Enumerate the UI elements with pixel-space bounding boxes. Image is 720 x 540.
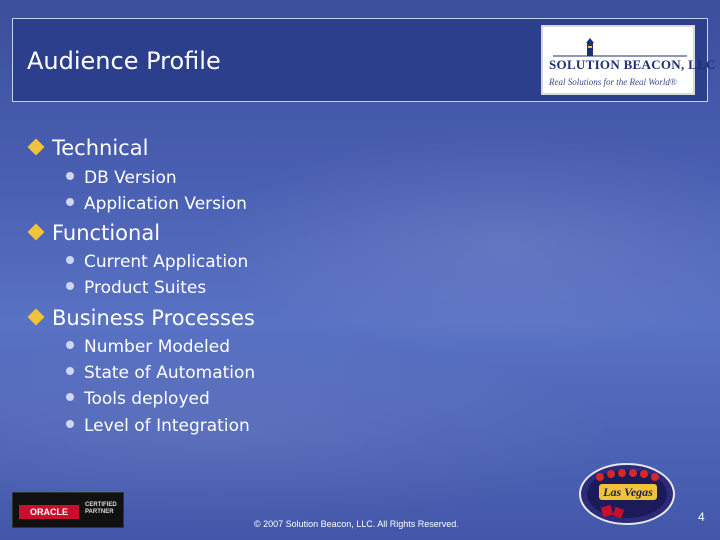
bullet-functional: Functional [30,221,160,245]
vegas-text: Las Vegas [603,485,653,499]
dot-bullet-icon [66,420,74,428]
dot-bullet-icon [66,341,74,349]
sub-bullet: Tools deployed [66,389,210,409]
sub-bullet: Level of Integration [66,416,250,436]
dot-bullet-icon [66,172,74,180]
dot-bullet-icon [66,198,74,206]
slide-title: Audience Profile [27,47,221,75]
sub-bullet: State of Automation [66,363,255,383]
las-vegas-sign-icon [578,462,676,526]
dot-bullet-icon [66,256,74,264]
diamond-bullet-icon [28,139,45,156]
partner-label: CERTIFIED PARTNER [85,502,117,515]
diamond-bullet-icon [28,224,45,241]
sub-bullet: Current Application [66,252,248,272]
sub-bullet: Product Suites [66,278,206,298]
sub-bullet: Number Modeled [66,337,230,357]
solution-beacon-logo [541,25,716,95]
sub-bullet: Application Version [66,194,247,214]
copyright-text: © 2007 Solution Beacon, LLC. All Rights Reserved. [254,519,459,529]
oracle-wordmark: ORACLE [19,505,79,519]
page-number: 4 [698,510,705,524]
sub-bullet: DB Version [66,168,177,188]
diamond-bullet-icon [28,309,45,326]
dot-bullet-icon [66,367,74,375]
dot-bullet-icon [66,282,74,290]
dot-bullet-icon [66,393,74,401]
bullet-business-processes: Business Processes [30,306,255,330]
oracle-partner-logo [12,492,124,528]
lighthouse-icon [553,37,687,59]
bullet-technical: Technical [30,136,148,160]
title-bar [12,18,716,102]
logo-company-name: SOLUTION BEACON, LLC [549,57,716,72]
logo-tagline: Real Solutions for the Real World® [549,77,677,87]
